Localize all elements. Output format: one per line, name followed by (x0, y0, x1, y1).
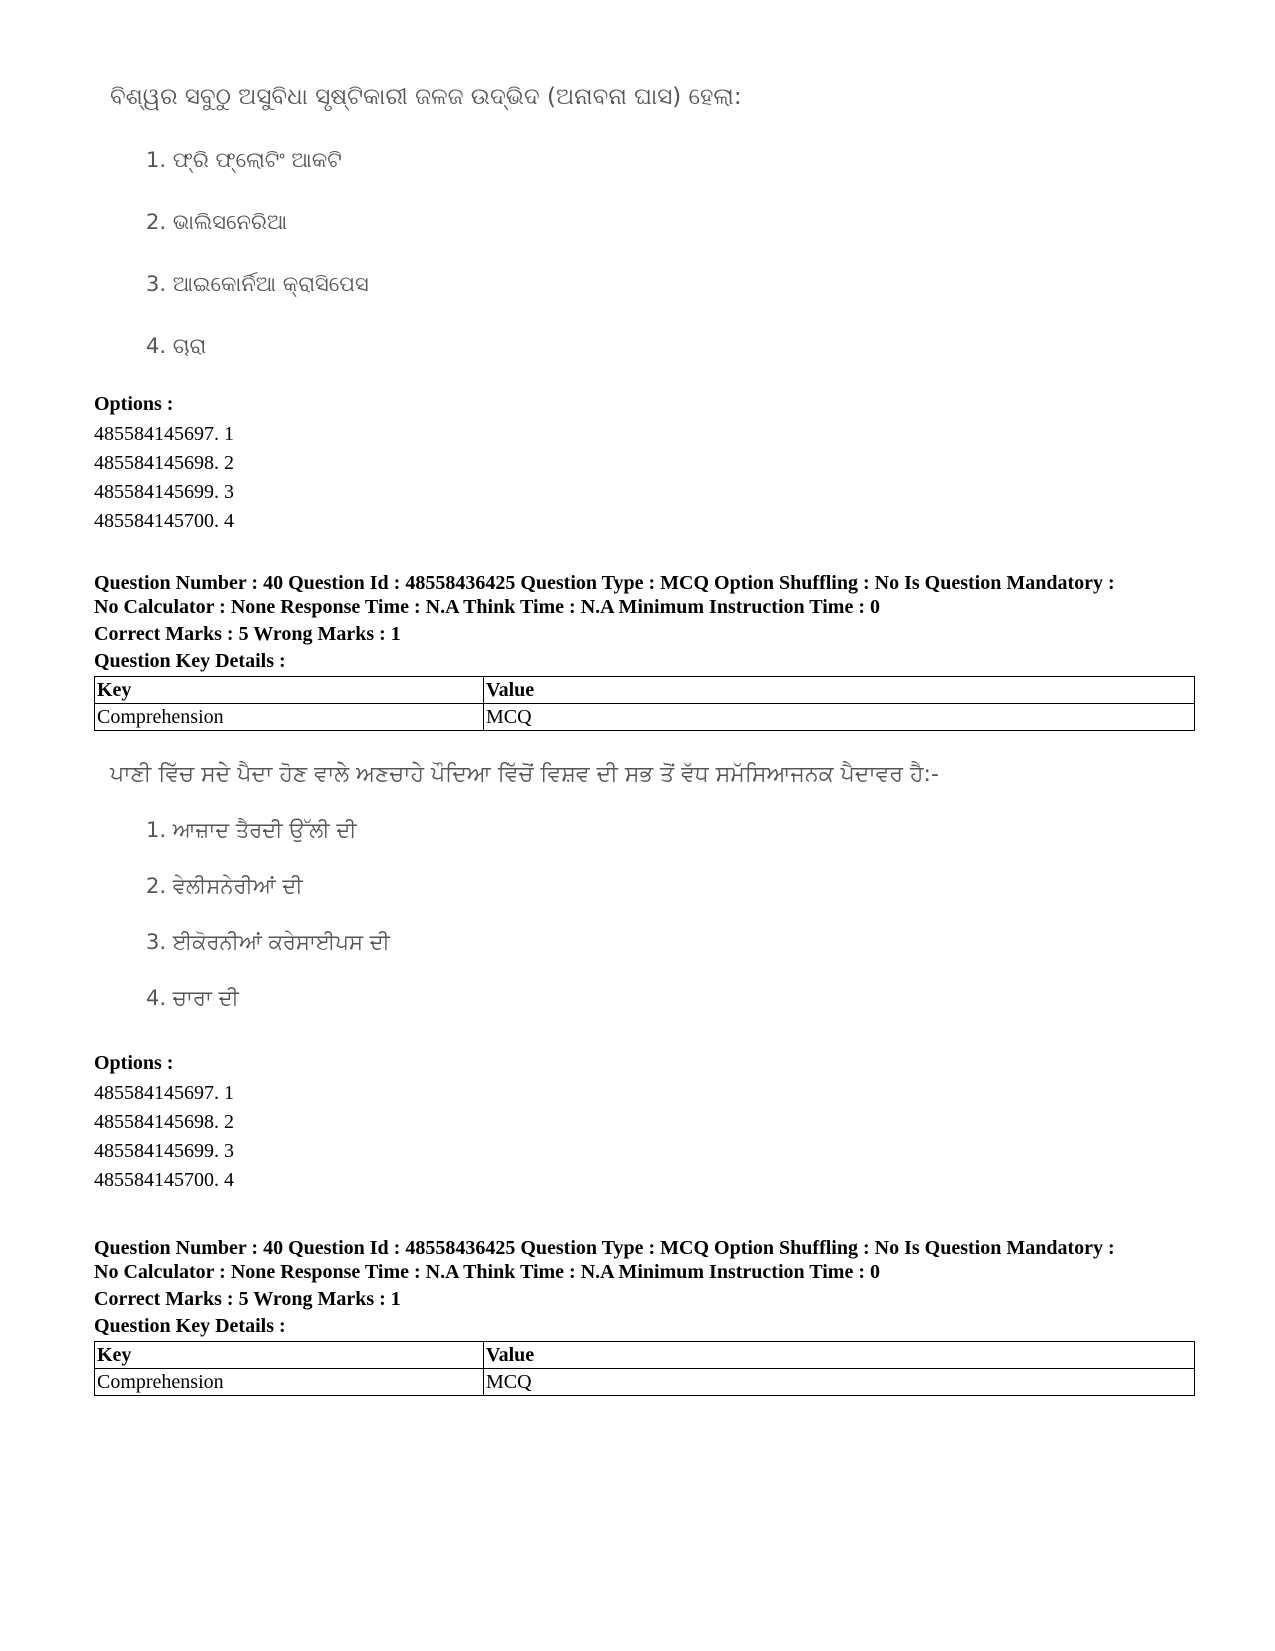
option-line: 485584145698. 2 (94, 452, 234, 474)
question-choice: 2. ଭାଲିସନେରିଆ (146, 210, 288, 234)
meta-line-2: No Calculator : None Response Time : N.A Think Time : N.A Minimum Instruction Time : 0 (94, 596, 880, 618)
question-choice: 1. ਆਜ਼ਾਦ ਤੈਰਦੀ ਉੱਲੀ ਦੀ (146, 818, 357, 842)
options-heading: Options : (94, 393, 174, 415)
question-image-odia (110, 84, 742, 358)
option-line: 485584145698. 2 (94, 1111, 234, 1133)
key-details-table (94, 676, 1195, 731)
meta-line-1: Question Number : 40 Question Id : 48558436425 Question Type : MCQ Option Shuffling : No Is Question Mandatory : (94, 1237, 1115, 1259)
marks-line: Correct Marks : 5 Wrong Marks : 1 (94, 1288, 401, 1310)
question-stem: ਪਾਣੀ ਵਿੱਚ ਸਦੇ ਪੈਦਾ ਹੋਣ ਵਾਲੇ ਅਣਚਾਹੇ ਪੌਦਿਆ ਵਿੱਚੋਂ ਵਿਸ਼ਵ ਦੀ ਸਭ ਤੋਂ ਵੱਧ ਸਮੱਸਿਆਜਨਕ ਪੈਦਾਵਰ ਹੈ:- (110, 762, 939, 787)
option-line: 485584145700. 4 (94, 1169, 234, 1191)
marks-line: Correct Marks : 5 Wrong Marks : 1 (94, 623, 401, 645)
table-header-value: Value (484, 677, 1195, 704)
key-details-table (94, 1341, 1195, 1396)
question-choice: 4. ਚਾਰਾ ਦੀ (146, 986, 239, 1010)
question-choice: 3. ਈਕੋਰਨੀਆਂ ਕਰੇਸਾਈਪਸ ਦੀ (146, 930, 390, 954)
option-line: 485584145699. 3 (94, 481, 234, 503)
key-details-heading: Question Key Details : (94, 1315, 286, 1337)
question-stem: ବିଶ୍ୱର ସବୁଠୁ ଅସୁବିଧା ସୃଷ୍ଟିକାରୀ ଜଳଜ ଉଦ୍ଭିଦ (ଅନାବନା ଘାସ) ହେଲା: (110, 84, 742, 110)
question-choice: 4. ଚାରା (146, 334, 207, 358)
table-row (95, 704, 1195, 731)
question-meta (94, 571, 1194, 673)
question-choice: 1. ଫ୍ରି ଫ୍ଲୋଟିଂ ଆକଟି (146, 148, 342, 172)
options-section (94, 1052, 234, 1195)
table-header-value: Value (484, 1342, 1195, 1369)
table-cell-key: Comprehension (95, 704, 484, 731)
table-cell-value: MCQ (484, 1369, 1195, 1396)
option-line: 485584145697. 1 (94, 423, 234, 445)
table-header-key: Key (95, 1342, 484, 1369)
meta-line-2: No Calculator : None Response Time : N.A Think Time : N.A Minimum Instruction Time : 0 (94, 1261, 880, 1283)
question-image-punjabi (110, 762, 939, 1010)
table-cell-key: Comprehension (95, 1369, 484, 1396)
question-meta (94, 1236, 1194, 1338)
table-header-row (95, 677, 1195, 704)
table-header-row (95, 1342, 1195, 1369)
option-line: 485584145700. 4 (94, 510, 234, 532)
option-line: 485584145697. 1 (94, 1082, 234, 1104)
options-section (94, 393, 234, 536)
meta-line-1: Question Number : 40 Question Id : 48558436425 Question Type : MCQ Option Shuffling : No Is Question Mandatory : (94, 572, 1115, 594)
question-choice: 3. ଆଇକୋର୍ନିଆ କ୍ରାସିପେସ (146, 272, 369, 296)
question-choice: 2. ਵੇਲੀਸਨੇਰੀਆਂ ਦੀ (146, 874, 303, 898)
key-details-heading: Question Key Details : (94, 650, 286, 672)
table-row (95, 1369, 1195, 1396)
table-header-key: Key (95, 677, 484, 704)
options-heading: Options : (94, 1052, 174, 1074)
table-cell-value: MCQ (484, 704, 1195, 731)
option-line: 485584145699. 3 (94, 1140, 234, 1162)
